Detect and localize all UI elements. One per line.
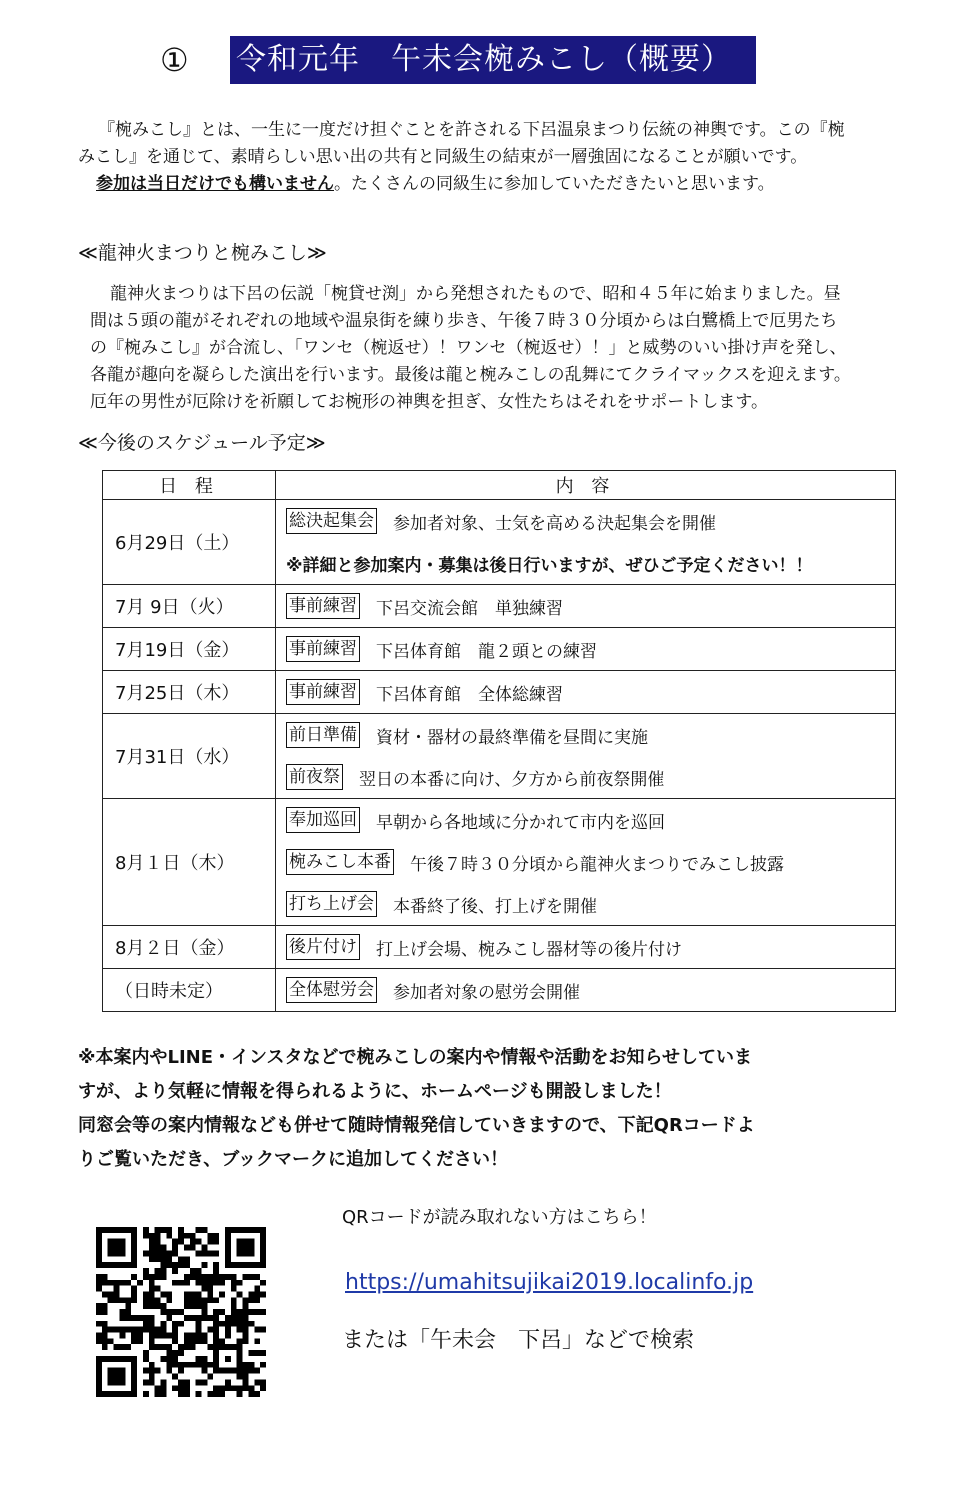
event-description: 翌日の本番に向け、夕方から前夜祭開催 <box>359 769 665 790</box>
schedule-content <box>276 714 896 799</box>
schedule-date: 6月29日（土） <box>103 500 276 585</box>
event-description: 本番終了後、打上げを開催 <box>393 896 597 917</box>
column-header-content: 内 容 <box>276 471 896 500</box>
search-hint-text: または「午未会 下呂」などで検索 <box>342 1328 695 1353</box>
schedule-item <box>286 714 895 756</box>
intro-line-2: みこし』を通じて、素晴らしい思い出の共有と同級生の結束が一層強固になることが願いです。 <box>78 147 808 167</box>
event-tag: 前日準備 <box>286 722 360 748</box>
schedule-item <box>286 756 895 798</box>
intro-line-3 <box>96 171 775 198</box>
schedule-content <box>276 969 896 1012</box>
dragon-section-heading: ≪龍神火まつりと椀みこし≫ <box>78 242 327 264</box>
homepage-notice <box>78 1041 918 1177</box>
table-row <box>103 799 896 926</box>
dragon-line-3: の『椀みこし』が合流し、「ワンセ（椀返せ）！ワンセ（椀返せ）！」と威勢のいい掛け声を発し、 <box>90 338 847 358</box>
schedule-item <box>286 585 895 627</box>
table-row <box>103 671 896 714</box>
event-tag: 総決起集会 <box>286 508 377 534</box>
schedule-item <box>286 883 895 925</box>
schedule-content <box>276 500 896 585</box>
schedule-item <box>286 671 895 713</box>
homepage-link[interactable]: https://umahitsujikai2019.localinfo.jp <box>345 1270 754 1295</box>
event-description: 参加者対象、士気を高める決起集会を開催 <box>393 513 716 534</box>
event-description: 打上げ会場、椀みこし器材等の後片付け <box>376 939 682 960</box>
schedule-item <box>286 542 895 584</box>
event-description: 参加者対象の慰労会開催 <box>393 982 580 1003</box>
schedule-date: （日時未定） <box>103 969 276 1012</box>
intro-underlined-note: 参加は当日だけでも構いません <box>96 174 334 194</box>
schedule-note: ※詳細と参加案内・募集は後日行いますが、ぜひご予定ください！！ <box>286 555 813 576</box>
schedule-content <box>276 671 896 714</box>
event-tag: 椀みこし本番 <box>286 849 394 875</box>
table-row <box>103 714 896 799</box>
notice-line-4: りご覧いただき、ブックマークに追加してください！ <box>78 1149 509 1170</box>
notice-line-1: ※本案内やLINE・インスタなどで椀みこしの案内や情報や活動をお知らせしていま <box>78 1047 752 1068</box>
schedule-date: 7月19日（金） <box>103 628 276 671</box>
event-tag: 事前練習 <box>286 679 360 705</box>
dragon-line-4: 各龍が趣向を凝らした演出を行います。最後は龍と椀みこしの乱舞にてクライマックスを迎えます。 <box>90 365 851 385</box>
column-header-date: 日 程 <box>103 471 276 500</box>
schedule-item <box>286 500 895 542</box>
qr-hint-text: QRコードが読み取れない方はこちら！ <box>342 1207 657 1228</box>
dragon-line-1: 龍神火まつりは下呂の伝説「椀貸せ渕」から発想されたもので、昭和４５年に始まりました。昼 <box>110 284 841 304</box>
event-description: 資材・器材の最終準備を昼間に実施 <box>376 727 648 748</box>
table-row <box>103 926 896 969</box>
event-description: 午後７時３０分頃から龍神火まつりでみこし披露 <box>410 854 784 875</box>
page-title: 令和元年 午未会椀みこし（概要） <box>230 36 756 84</box>
notice-line-3: 同窓会等の案内情報なども併せて随時情報発信していきますので、下記QRコードよ <box>78 1115 755 1136</box>
table-row <box>103 500 896 585</box>
title-row <box>0 36 960 86</box>
schedule-item <box>286 969 895 1011</box>
table-row <box>103 585 896 628</box>
event-tag: 後片付け <box>286 934 360 960</box>
dragon-line-5: 厄年の男性が厄除けを祈願してお椀形の神輿を担ぎ、女性たちはそれをサポートします。 <box>90 392 768 412</box>
event-tag: 奉加巡回 <box>286 807 360 833</box>
schedule-date: 7月31日（水） <box>103 714 276 799</box>
title-number: ① <box>160 41 189 79</box>
schedule-date: 8月２日（金） <box>103 926 276 969</box>
event-tag: 打ち上げ会 <box>286 891 377 917</box>
schedule-date: 8月１日（木） <box>103 799 276 926</box>
event-description: 早朝から各地域に分かれて市内を巡回 <box>376 812 665 833</box>
event-tag: 事前練習 <box>286 636 360 662</box>
event-description: 下呂体育館 龍２頭との練習 <box>376 641 597 662</box>
event-tag: 前夜祭 <box>286 764 343 790</box>
schedule-table <box>102 470 896 1012</box>
schedule-content <box>276 585 896 628</box>
schedule-content <box>276 799 896 926</box>
schedule-item <box>286 628 895 670</box>
schedule-content <box>276 926 896 969</box>
schedule-header-row <box>103 471 896 500</box>
schedule-content <box>276 628 896 671</box>
intro-line-1: 『椀みこし』とは、一生に一度だけ担ぐことを許される下呂温泉まつり伝統の神輿です。この『椀 <box>98 120 845 140</box>
notice-line-2: すが、より気軽に情報を得られるように、ホームページも開設しました！ <box>78 1081 672 1102</box>
schedule-item <box>286 799 895 841</box>
schedule-item <box>286 841 895 883</box>
schedule-heading: ≪今後のスケジュール予定≫ <box>78 432 326 454</box>
event-description: 下呂体育館 全体総練習 <box>376 684 563 705</box>
event-tag: 全体慰労会 <box>286 977 377 1003</box>
schedule-date: 7月 9日（火） <box>103 585 276 628</box>
dragon-line-2: 間は５頭の龍がそれぞれの地域や温泉街を練り歩き、午後７時３０分頃からは白鷺橋上で厄男たち <box>90 311 838 331</box>
schedule-item <box>286 926 895 968</box>
event-tag: 事前練習 <box>286 593 360 619</box>
intro-line-3-rest: 。たくさんの同級生に参加していただきたいと思います。 <box>334 174 775 194</box>
table-row <box>103 969 896 1012</box>
qr-code-image[interactable] <box>96 1227 266 1397</box>
schedule-body <box>103 500 896 1012</box>
event-description: 下呂交流会館 単独練習 <box>376 598 563 619</box>
schedule-date: 7月25日（木） <box>103 671 276 714</box>
table-row <box>103 628 896 671</box>
